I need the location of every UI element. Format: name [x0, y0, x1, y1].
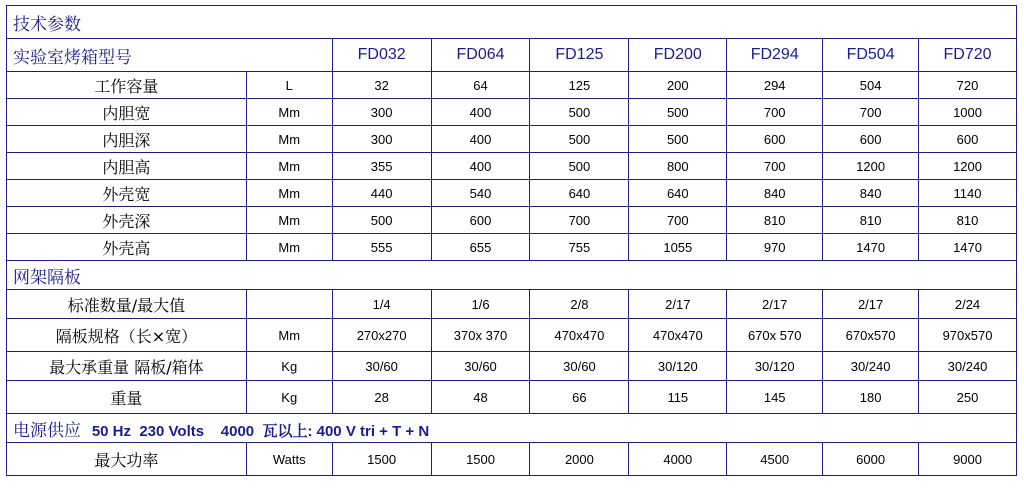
row-value: 1055 — [629, 234, 727, 261]
row-value: 700 — [823, 99, 919, 126]
row-value: 1470 — [919, 234, 1017, 261]
spec-row — [7, 207, 1017, 234]
power-section — [7, 414, 1017, 443]
table-title: 技术参数 — [7, 6, 1017, 39]
row-label: 外壳宽 — [7, 180, 247, 207]
row-value: 6000 — [823, 443, 919, 476]
spec-row — [7, 319, 1017, 352]
row-value: 2/17 — [727, 290, 823, 319]
row-value: 64 — [431, 72, 530, 99]
row-value: 48 — [431, 381, 530, 414]
row-unit: Mm — [246, 234, 332, 261]
model-header-row — [7, 39, 1017, 72]
row-label: 内胆高 — [7, 153, 247, 180]
row-label: 最大承重量 隔板/箱体 — [7, 352, 247, 381]
model-header-label: 实验室烤箱型号 — [7, 39, 333, 72]
model-name: FD720 — [919, 39, 1017, 72]
row-label: 标准数量/最大值 — [7, 290, 247, 319]
power-section-row — [7, 414, 1017, 443]
row-unit: Mm — [246, 180, 332, 207]
model-name: FD032 — [332, 39, 431, 72]
row-value: 30/240 — [823, 352, 919, 381]
model-name: FD200 — [629, 39, 727, 72]
row-value: 1200 — [823, 153, 919, 180]
row-unit: L — [246, 72, 332, 99]
spec-table-body — [7, 6, 1017, 476]
row-value: 655 — [431, 234, 530, 261]
row-unit: Mm — [246, 126, 332, 153]
spec-row — [7, 443, 1017, 476]
row-value: 1200 — [919, 153, 1017, 180]
row-value: 640 — [530, 180, 629, 207]
row-value: 355 — [332, 153, 431, 180]
row-value: 810 — [823, 207, 919, 234]
row-value: 2/17 — [823, 290, 919, 319]
row-value: 30/240 — [919, 352, 1017, 381]
row-value: 400 — [431, 99, 530, 126]
row-value: 1/4 — [332, 290, 431, 319]
row-label: 外壳深 — [7, 207, 247, 234]
row-value: 2000 — [530, 443, 629, 476]
row-value: 840 — [727, 180, 823, 207]
row-value: 1140 — [919, 180, 1017, 207]
row-value: 125 — [530, 72, 629, 99]
row-value: 200 — [629, 72, 727, 99]
row-value: 810 — [727, 207, 823, 234]
row-value: 30/120 — [629, 352, 727, 381]
row-unit — [246, 290, 332, 319]
row-value: 9000 — [919, 443, 1017, 476]
row-value: 755 — [530, 234, 629, 261]
power-section-title: 电源供应 — [13, 420, 81, 441]
row-value: 810 — [919, 207, 1017, 234]
row-value: 700 — [727, 153, 823, 180]
row-value: 115 — [629, 381, 727, 414]
shelf-section-row — [7, 261, 1017, 290]
model-name: FD125 — [530, 39, 629, 72]
row-value: 470x470 — [530, 319, 629, 352]
row-value: 370x 370 — [431, 319, 530, 352]
row-value: 720 — [919, 72, 1017, 99]
model-name: FD294 — [727, 39, 823, 72]
spec-row — [7, 126, 1017, 153]
shelf-section-title: 网架隔板 — [7, 261, 1017, 290]
row-value: 300 — [332, 126, 431, 153]
row-value: 30/60 — [431, 352, 530, 381]
row-value: 28 — [332, 381, 431, 414]
power-specs: 50 Hz 230 Volts 4000 瓦以上: 400 V tri + T + N — [91, 422, 430, 440]
row-value: 700 — [629, 207, 727, 234]
spec-row — [7, 72, 1017, 99]
spec-row — [7, 352, 1017, 381]
row-value: 500 — [332, 207, 431, 234]
spec-row — [7, 180, 1017, 207]
row-value: 1500 — [431, 443, 530, 476]
row-value: 970 — [727, 234, 823, 261]
row-value: 1/6 — [431, 290, 530, 319]
row-value: 700 — [727, 99, 823, 126]
row-value: 670x 570 — [727, 319, 823, 352]
row-value: 504 — [823, 72, 919, 99]
row-label: 重量 — [7, 381, 247, 414]
spec-row — [7, 234, 1017, 261]
row-label: 隔板规格（长×宽） — [7, 319, 247, 352]
row-unit: Mm — [246, 319, 332, 352]
spec-table — [6, 5, 1017, 476]
row-value: 66 — [530, 381, 629, 414]
row-value: 470x470 — [629, 319, 727, 352]
row-value: 250 — [919, 381, 1017, 414]
row-value: 2/17 — [629, 290, 727, 319]
row-value: 800 — [629, 153, 727, 180]
row-value: 145 — [727, 381, 823, 414]
row-value: 500 — [530, 99, 629, 126]
row-value: 2/24 — [919, 290, 1017, 319]
row-unit: Watts — [246, 443, 332, 476]
row-label: 最大功率 — [7, 443, 247, 476]
row-value: 32 — [332, 72, 431, 99]
row-value: 500 — [530, 126, 629, 153]
row-value: 270x270 — [332, 319, 431, 352]
row-value: 1500 — [332, 443, 431, 476]
row-value: 600 — [727, 126, 823, 153]
row-value: 600 — [919, 126, 1017, 153]
row-value: 700 — [530, 207, 629, 234]
row-value: 400 — [431, 153, 530, 180]
row-value: 4500 — [727, 443, 823, 476]
row-label: 内胆深 — [7, 126, 247, 153]
row-value: 555 — [332, 234, 431, 261]
row-value: 440 — [332, 180, 431, 207]
row-value: 840 — [823, 180, 919, 207]
row-value: 4000 — [629, 443, 727, 476]
row-label: 工作容量 — [7, 72, 247, 99]
row-value: 300 — [332, 99, 431, 126]
spec-row — [7, 290, 1017, 319]
spec-row — [7, 153, 1017, 180]
model-name: FD064 — [431, 39, 530, 72]
row-value: 180 — [823, 381, 919, 414]
row-unit: Kg — [246, 352, 332, 381]
row-value: 500 — [629, 126, 727, 153]
row-value: 30/60 — [332, 352, 431, 381]
row-unit: Mm — [246, 99, 332, 126]
row-value: 2/8 — [530, 290, 629, 319]
row-value: 30/120 — [727, 352, 823, 381]
row-value: 970x570 — [919, 319, 1017, 352]
row-value: 500 — [629, 99, 727, 126]
title-row — [7, 6, 1017, 39]
row-value: 540 — [431, 180, 530, 207]
row-value: 1000 — [919, 99, 1017, 126]
spec-row — [7, 99, 1017, 126]
row-value: 600 — [823, 126, 919, 153]
row-value: 1470 — [823, 234, 919, 261]
row-label: 内胆宽 — [7, 99, 247, 126]
spec-row — [7, 381, 1017, 414]
row-value: 400 — [431, 126, 530, 153]
row-value: 670x570 — [823, 319, 919, 352]
row-value: 30/60 — [530, 352, 629, 381]
row-value: 640 — [629, 180, 727, 207]
model-name: FD504 — [823, 39, 919, 72]
row-unit: Kg — [246, 381, 332, 414]
row-value: 500 — [530, 153, 629, 180]
row-label: 外壳高 — [7, 234, 247, 261]
row-unit: Mm — [246, 207, 332, 234]
row-unit: Mm — [246, 153, 332, 180]
row-value: 600 — [431, 207, 530, 234]
row-value: 294 — [727, 72, 823, 99]
